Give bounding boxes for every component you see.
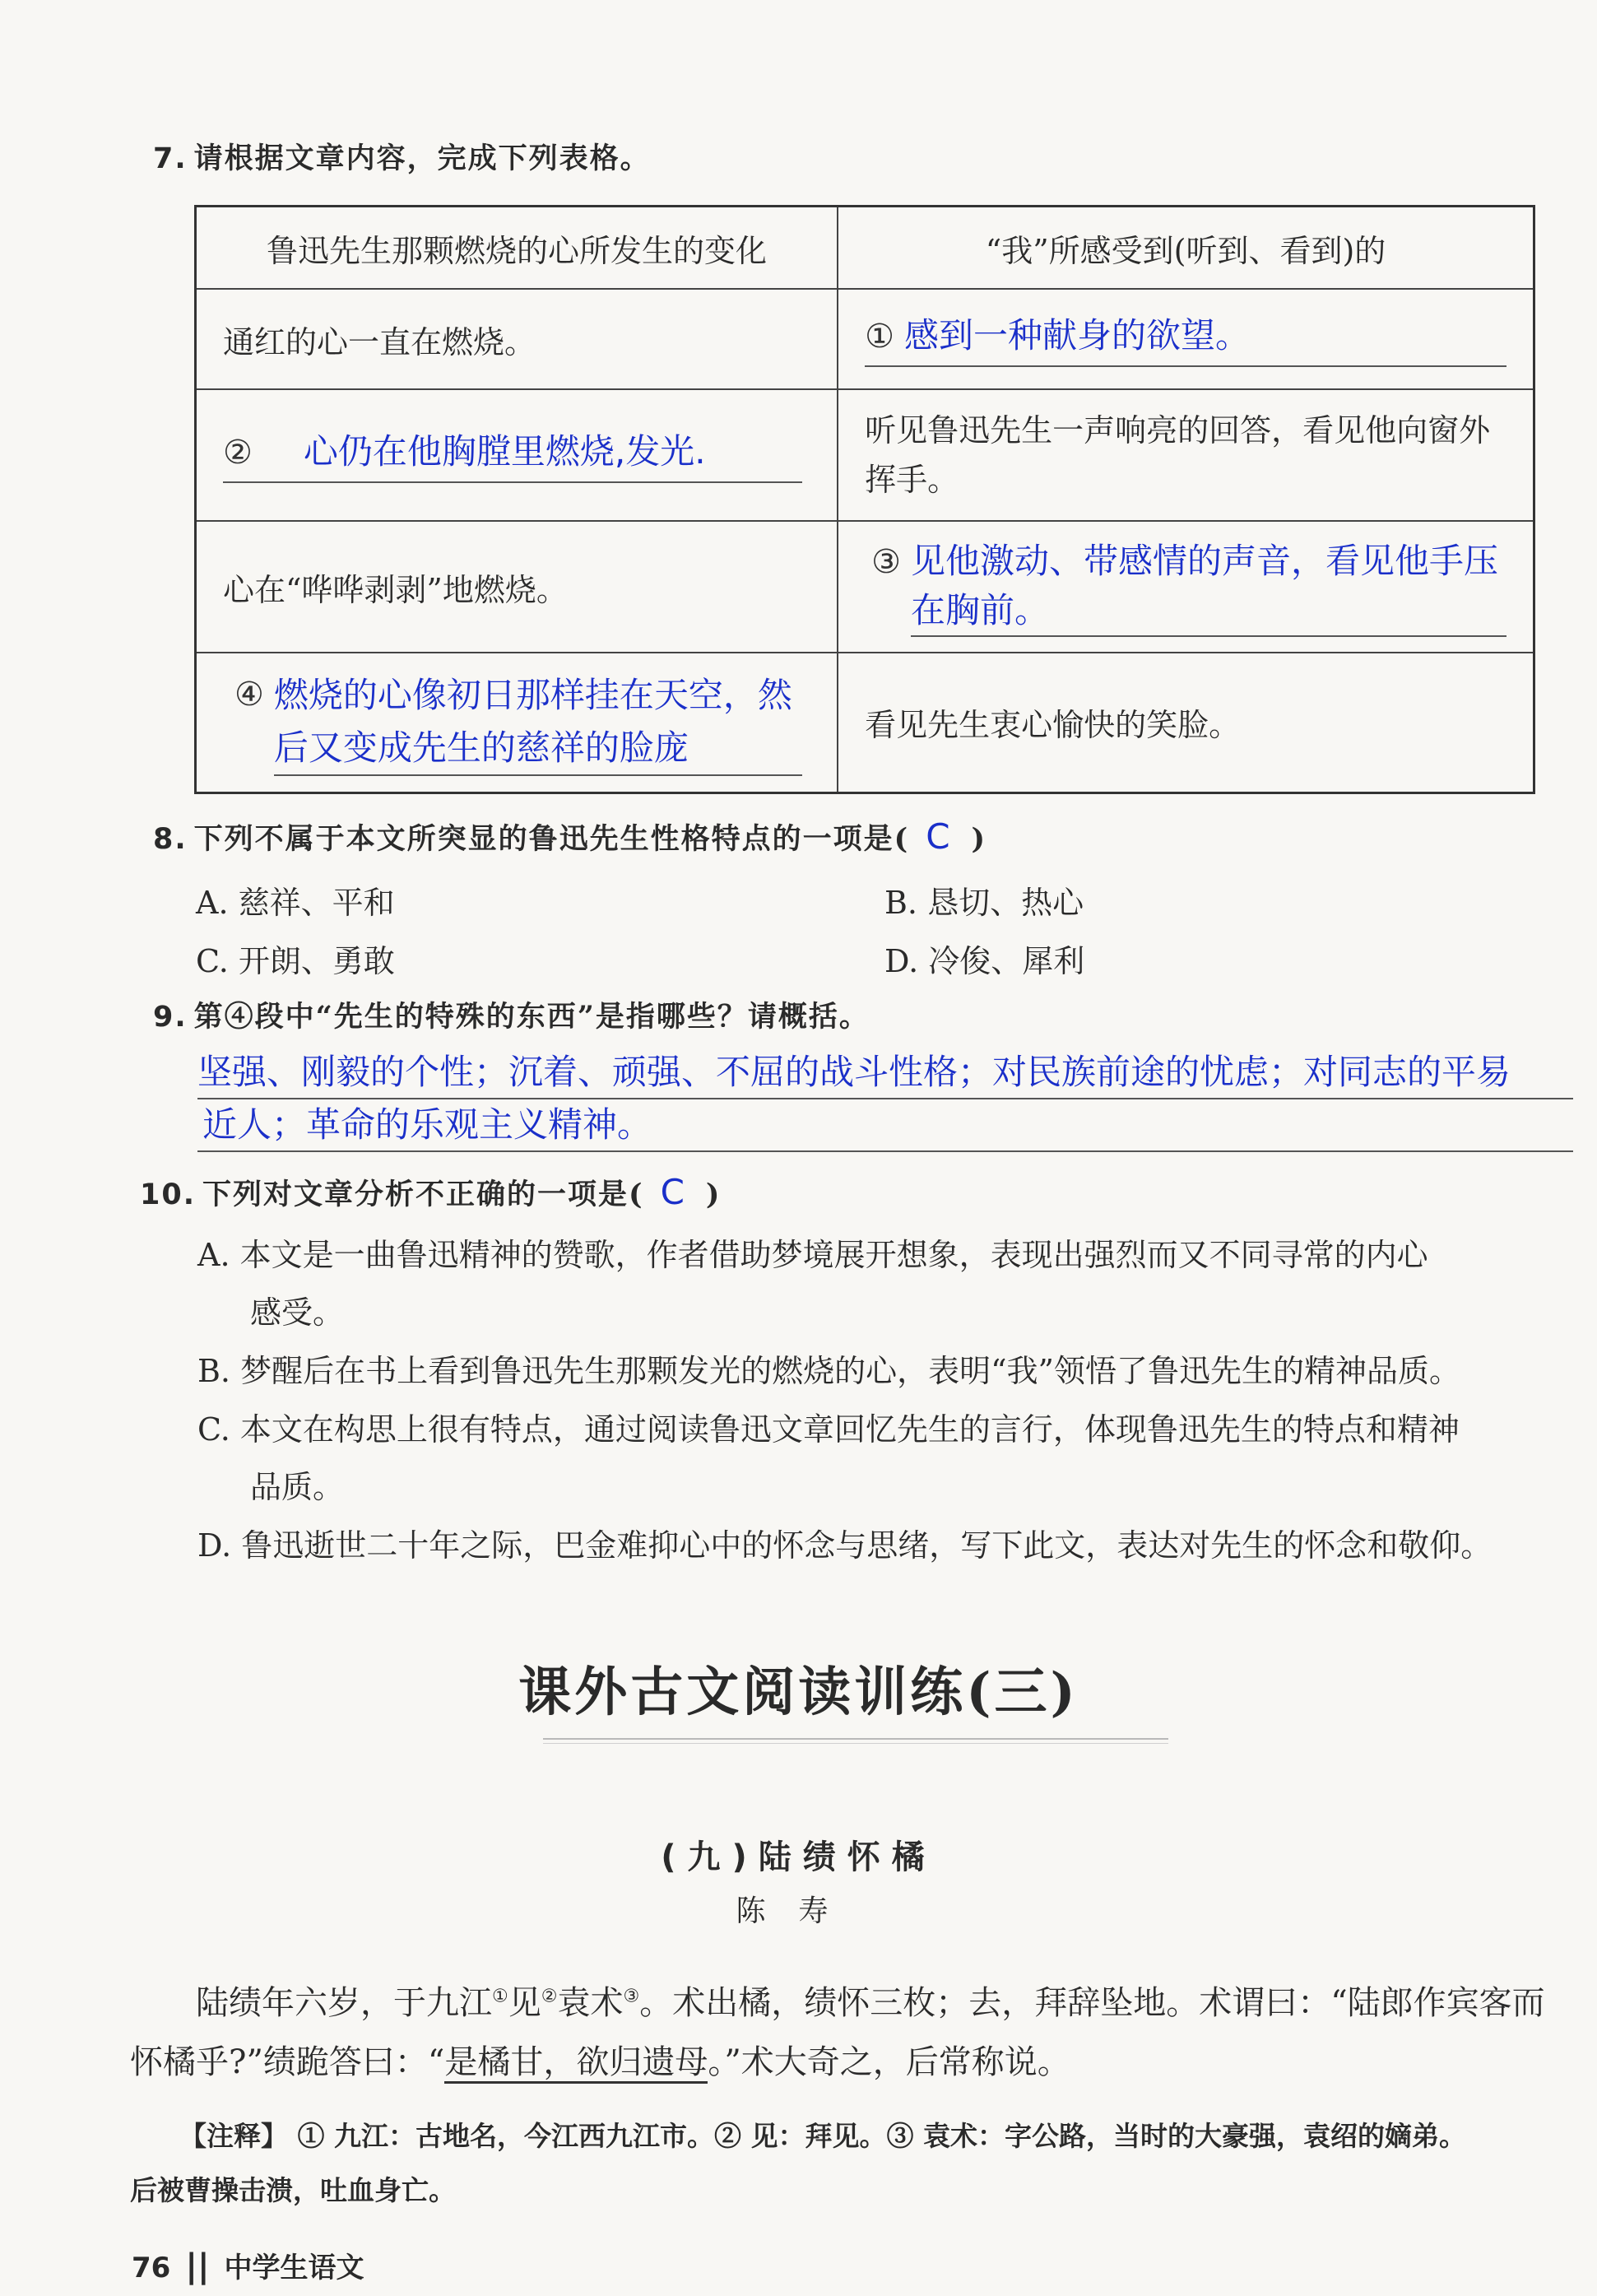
q8-option-c [196, 936, 395, 981]
q7-row4-right-text: 看见先生衷心愉快的笑脸。 [865, 707, 1241, 744]
q10-close: ) [705, 1178, 722, 1211]
q10-option-c-cont [250, 1462, 344, 1507]
passage-text: 见 [508, 1984, 541, 2022]
q7-header-right: “我”所感受到(听到、看到)的 [838, 207, 1534, 290]
passage-text: 。术出橘，绩怀三枚；去，拜辞坠地。术谓曰：“陆郎作宾客而 [639, 1984, 1545, 2022]
q7-row1-marker: ① [865, 317, 894, 356]
q10-option-b [197, 1346, 1460, 1391]
notes-line-2 [130, 2169, 456, 2208]
q7-row4-answer: 燃烧的心像初日那样挂在天空，然后又变成先生的慈祥的脸庞 [274, 669, 802, 776]
option-text-cont: 感受。 [250, 1294, 345, 1331]
page-number: 76 [132, 2252, 171, 2284]
option-label: D. [884, 943, 919, 979]
passage-text: 怀橘乎?”绩跪答曰：“ [130, 2043, 445, 2081]
q7-row1-answer: 感到一种献身的欲望。 [903, 314, 1250, 356]
section-divider [543, 1738, 1168, 1744]
q10-option-c [197, 1404, 1460, 1449]
q7-row1-left-text: 通红的心一直在燃烧。 [223, 323, 536, 360]
table-row [196, 289, 1534, 389]
table-row [196, 389, 1534, 521]
passage-line-1 [196, 1977, 1545, 2024]
option-text: 慈祥、平和 [238, 885, 395, 921]
q8-option-a [196, 877, 395, 923]
q7-row3-left-text: 心在“哗哗剥剥”地燃烧。 [223, 571, 568, 608]
q7-row2-left [196, 389, 838, 521]
q7-prompt: 请根据文章内容，完成下列表格。 [193, 142, 651, 175]
passage-text: 。”术大奇之，后常称说。 [708, 2043, 1070, 2081]
passage-text: 袁术 [557, 1984, 624, 2022]
notes-text: 后被曹操击溃，吐血身亡。 [130, 2174, 456, 2206]
book-title: 中学生语文 [224, 2252, 364, 2284]
q8-option-d [884, 936, 1084, 981]
q10-option-a-cont [250, 1287, 344, 1332]
q8-prompt: 下列不属于本文所突显的鲁迅先生性格特点的一项是( [193, 822, 910, 856]
notes-text: ① 九江：古地名，今江西九江市。② 见：拜见。③ 袁术：字公路，当时的大豪强，袁绍的嫡弟。 [297, 2120, 1466, 2152]
footnote-ref: ① [492, 1986, 508, 2007]
q10-number: 10. [140, 1178, 197, 1211]
q7-row2-right-text: 听见鲁迅先生一声响亮的回答，看见他向窗外挥手。 [865, 412, 1491, 498]
q7-row1-left [196, 289, 838, 389]
q7-row2-right [838, 389, 1534, 521]
q8-title [153, 816, 987, 858]
q9-number: 9. [153, 1001, 188, 1034]
q7-row4-left [196, 653, 838, 792]
q7-number: 7. [153, 142, 188, 175]
q10-option-a [197, 1229, 1428, 1275]
q7-row4-marker: ④ [234, 675, 264, 713]
option-label: D. [197, 1527, 232, 1564]
underlined-phrase: 是橘甘，欲归遗母 [444, 2043, 708, 2084]
passage-title: (九)陆绩怀橘 [661, 1838, 936, 1876]
option-label: C. [197, 1411, 230, 1448]
q10-option-d [197, 1520, 1492, 1565]
option-label: A. [197, 1237, 230, 1273]
q7-header-left: 鲁迅先生那颗燃烧的心所发生的变化 [196, 207, 838, 290]
option-text: 梦醒后在书上看到鲁迅先生那颗发光的燃烧的心，表明“我”领悟了鲁迅先生的精神品质。 [240, 1353, 1460, 1389]
passage-text: 陆绩年六岁，于九江 [196, 1984, 492, 2022]
q10-prompt: 下列对文章分析不正确的一项是( [202, 1178, 644, 1211]
table-row [196, 653, 1534, 792]
option-label: A. [196, 885, 229, 921]
section-title: 课外古文阅读训练(三) [518, 1662, 1079, 1723]
footer-divider-icon: || [185, 2247, 210, 2285]
q8-answer: C [926, 816, 952, 857]
option-text-cont: 品质。 [250, 1469, 345, 1505]
page-footer [132, 2245, 364, 2285]
option-text: 冷俊、犀利 [928, 943, 1085, 979]
q9-answer-line-1 [197, 1045, 1573, 1099]
passage-line-2 [130, 2036, 1070, 2083]
option-text: 本文在构思上很有特点，通过阅读鲁迅文章回忆先生的言行，体现鲁迅先生的特点和精神 [239, 1411, 1460, 1448]
option-label: C. [196, 943, 229, 979]
q9-answer-text-2: 近人；革命的乐观主义精神。 [202, 1104, 652, 1145]
q7-row2-marker: ② [223, 433, 253, 472]
footnote-ref: ③ [623, 1986, 640, 2007]
option-text: 恳切、热心 [927, 885, 1084, 921]
option-text: 本文是一曲鲁迅精神的赞歌，作者借助梦境展开想象，表现出强烈而又不同寻常的内心 [239, 1237, 1428, 1273]
q7-row3-marker: ③ [871, 543, 901, 581]
q9-prompt: 第④段中“先生的特殊的东西”是指哪些？请概括。 [193, 1000, 870, 1034]
table-row [196, 521, 1534, 653]
q7-row1-right [838, 289, 1534, 389]
notes-line-1 [179, 2115, 1466, 2154]
q9-title [153, 994, 870, 1035]
q7-row2-answer: 心仍在他胸膛里燃烧,发光. [303, 430, 706, 472]
q7-table-header [196, 207, 1534, 290]
q7-row4-right [838, 653, 1534, 792]
q8-close: ) [971, 822, 987, 856]
q9-answer-line-2 [197, 1098, 1573, 1152]
q8-number: 8. [153, 823, 188, 856]
option-text: 鲁迅逝世二十年之际，巴金难抑心中的怀念与思绪，写下此文，表达对先生的怀念和敬仰。 [241, 1527, 1493, 1564]
q9-answer-text-1: 坚强、刚毅的个性；沉着、顽强、不屈的战斗性格；对民族前途的忧虑；对同志的平易 [197, 1052, 1511, 1092]
q10-answer: C [660, 1172, 686, 1212]
q7-row3-right [838, 521, 1534, 653]
q7-row3-left [196, 521, 838, 653]
option-label: B. [884, 885, 918, 921]
passage-author: 陈寿 [736, 1894, 861, 1928]
notes-label: 【注释】 [179, 2120, 288, 2152]
footnote-ref: ② [541, 1986, 558, 2007]
q7-table [194, 205, 1535, 794]
q7-title [153, 136, 651, 177]
option-label: B. [197, 1353, 231, 1389]
q8-option-b [884, 877, 1084, 923]
option-text: 开朗、勇敢 [238, 943, 395, 979]
q7-row3-answer: 见他激动、带感情的声音，看见他手压在胸前。 [911, 537, 1506, 637]
q10-title [140, 1172, 721, 1213]
